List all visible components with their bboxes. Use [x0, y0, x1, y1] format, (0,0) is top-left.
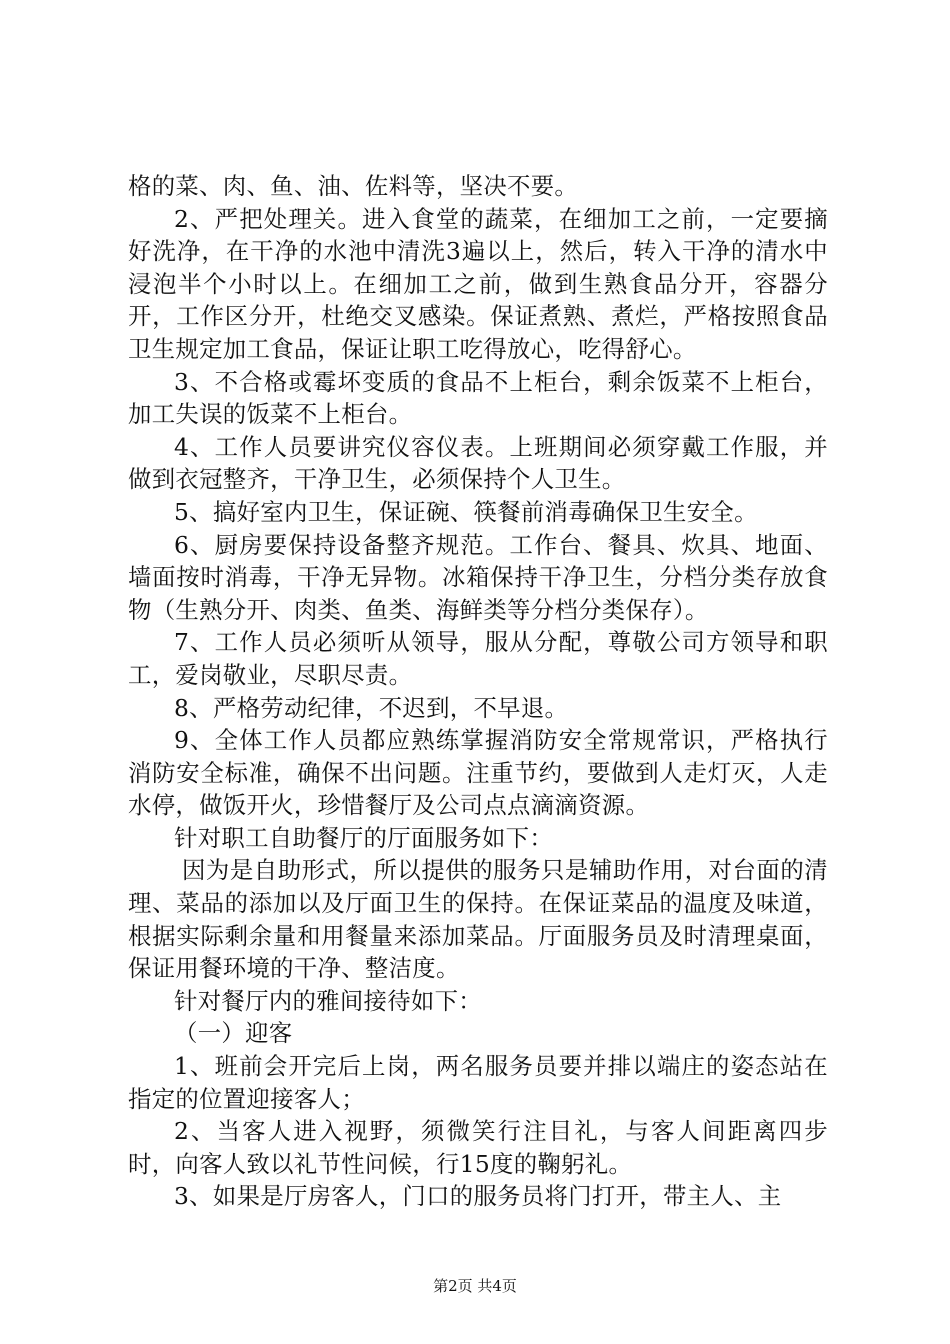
paragraph: 9、全体工作人员都应熟练掌握消防安全常规常识，严格执行消防安全标准，确保不出问题。注重节约，要做到人走灯灭，人走水停，做饭开火，珍惜餐厅及公司点点滴滴资源。 [128, 726, 828, 820]
paragraph: 6、厨房要保持设备整齐规范。工作台、餐具、炊具、地面、墙面按时消毒，干净无异物。冰箱保持干净卫生，分档分类存放食物（生熟分开、肉类、鱼类、海鲜类等分档分类保存）。 [128, 530, 828, 624]
document-body [128, 170, 828, 1213]
paragraph: 3、不合格或霉坏变质的食品不上柜台，剩余饭菜不上柜台，加工失误的饭菜不上柜台。 [128, 367, 828, 429]
paragraph: 8、严格劳动纪律，不迟到，不早退。 [174, 693, 569, 722]
paragraph: 2、当客人进入视野，须微笑行注目礼，与客人间距离四步时，向客人致以礼节性问候，行15度的鞠躬礼。 [128, 1117, 828, 1178]
subsection-heading: （一）迎客 [174, 1019, 293, 1048]
paragraph: 3、如果是厅房客人，门口的服务员将门打开，带主人、主 [174, 1182, 782, 1211]
paragraph: 1、班前会开完后上岗，两名服务员要并排以端庄的姿态站在指定的位置迎接客人； [128, 1052, 828, 1113]
paragraph: 5、搞好室内卫生，保证碗、筷餐前消毒确保卫生安全。 [174, 497, 758, 526]
paragraph: 4、工作人员要讲究仪容仪表。上班期间必须穿戴工作服，并做到衣冠整齐，干净卫生，必须保持个人卫生。 [128, 432, 828, 494]
section-heading: 针对餐厅内的雅间接待如下： [174, 986, 482, 1015]
paragraph: 2、严把处理关。进入食堂的蔬菜，在细加工之前，一定要摘好洗净，在干净的水池中清洗3遍以上，然后，转入干净的清水中浸泡半个小时以上。在细加工之前，做到生熟食品分开，容器分开，工作区分开，杜绝交叉感染。保证煮熟、煮烂，严格按照食品卫生规定加工食品，保证让职工吃得放心，吃得舒心。 [128, 204, 828, 363]
section-heading: 针对职工自助餐厅的厅面服务如下： [174, 823, 554, 852]
paragraph: 格的菜、肉、鱼、油、佐料等，坚决不要。 [128, 172, 579, 200]
paragraph: 因为是自助形式，所以提供的服务只是辅助作用，对台面的清理、菜品的添加以及厅面卫生的保持。在保证菜品的温度及味道，根据实际剩余量和用餐量来添加菜品。厅面服务员及时清理桌面，保证用餐环境的干净、整洁度。 [128, 856, 828, 983]
paragraph: 7、工作人员必须听从领导，服从分配，尊敬公司方领导和职工，爱岗敬业，尽职尽责。 [128, 628, 828, 689]
page-number-footer: 第2页 共4页 [433, 1277, 517, 1295]
